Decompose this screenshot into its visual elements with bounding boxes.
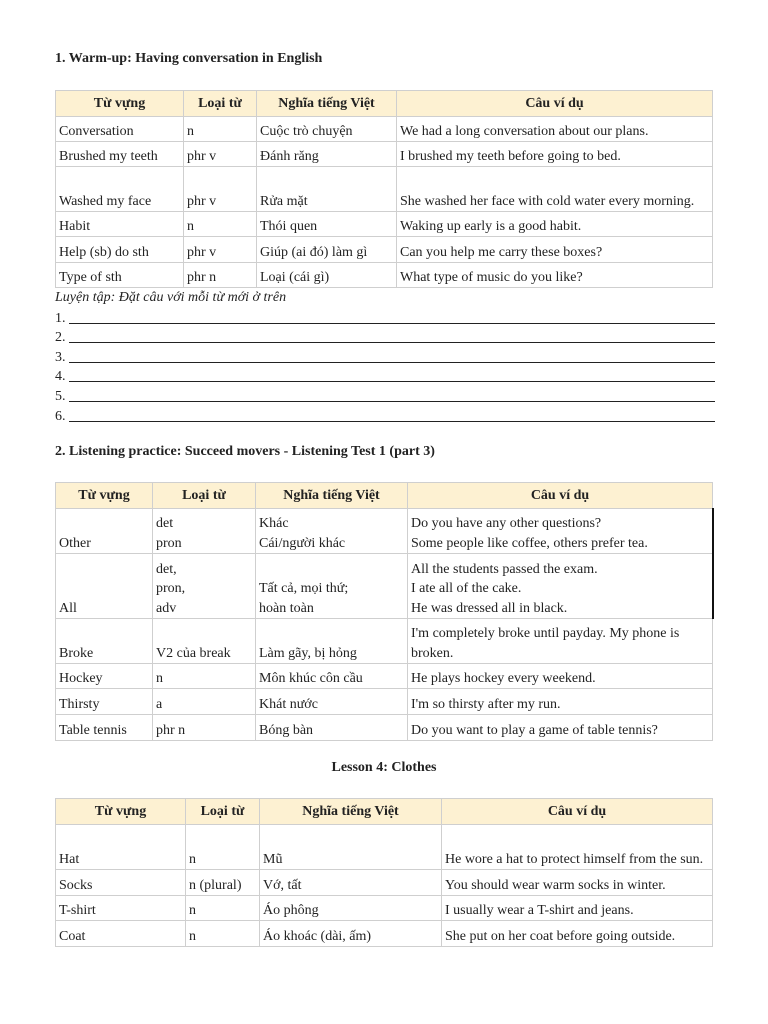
section2-heading: 2. Listening practice: Succeed movers - Listening Test 1 (part 3): [55, 444, 435, 459]
cell-type: n: [186, 896, 260, 921]
cell-example: Do you want to play a game of table tennis?: [408, 715, 713, 741]
table-row: [56, 715, 713, 741]
cell-type: n: [186, 921, 260, 947]
practice-line-number: 6.: [55, 408, 66, 424]
lesson4-heading: Lesson 4: Clothes: [331, 760, 437, 775]
cell-example: All the students passed the exam. I ate all of the cake. He was dressed all in black.: [408, 554, 713, 619]
header-example: Câu ví dụ: [408, 483, 713, 509]
cell-meaning: Cuộc trò chuyện: [257, 117, 397, 142]
cell-meaning: Mũ: [260, 825, 442, 870]
cell-word: Other: [56, 509, 153, 554]
cell-type: V2 của break: [153, 619, 256, 664]
cell-meaning: Loại (cái gì): [257, 263, 397, 288]
header-meaning: Nghĩa tiếng Việt: [260, 799, 442, 825]
practice-instructions: Luyện tập: Đặt câu với mỗi từ mới ở trên: [55, 290, 287, 305]
header-word: Từ vựng: [56, 483, 153, 509]
cell-example: Do you have any other questions? Some people like coffee, others prefer tea.: [408, 509, 713, 554]
cell-example: He plays hockey every weekend.: [408, 664, 713, 689]
practice-line[interactable]: [55, 385, 715, 405]
answer-blank[interactable]: [69, 367, 715, 382]
practice-line-number: 5.: [55, 388, 66, 404]
cell-meaning: Khác Cái/người khác: [256, 509, 408, 554]
practice-line[interactable]: [55, 366, 715, 386]
practice-line-number: 4.: [55, 369, 66, 385]
cell-type: n (plural): [186, 870, 260, 896]
table-row: [56, 619, 713, 664]
cell-word: Help (sb) do sth: [56, 237, 184, 263]
table-row: [56, 263, 713, 288]
practice-line-number: 1.: [55, 310, 66, 326]
header-word: Từ vựng: [56, 91, 184, 117]
table-row: [56, 870, 713, 896]
answer-blank[interactable]: [69, 387, 715, 402]
cell-type: a: [153, 689, 256, 715]
vocab-table-clothes: [55, 798, 713, 947]
cell-word: Hockey: [56, 664, 153, 689]
cell-word: Thirsty: [56, 689, 153, 715]
table-row: [56, 167, 713, 212]
table-row: [56, 554, 713, 619]
table-row: [56, 825, 713, 870]
cell-meaning: Áo phông: [260, 896, 442, 921]
cell-type: phr v: [184, 237, 257, 263]
cell-example: I'm completely broke until payday. My phone is broken.: [408, 619, 713, 664]
practice-line-number: 2.: [55, 330, 66, 346]
practice-line[interactable]: [55, 346, 715, 366]
cell-word: All: [56, 554, 153, 619]
cell-example: Can you help me carry these boxes?: [397, 237, 713, 263]
cell-meaning: Môn khúc côn cầu: [256, 664, 408, 689]
cell-type: n: [184, 117, 257, 142]
cell-word: Brushed my teeth: [56, 142, 184, 167]
cell-type: phr v: [184, 142, 257, 167]
cell-type: n: [186, 825, 260, 870]
cell-word: Hat: [56, 825, 186, 870]
header-example: Câu ví dụ: [442, 799, 713, 825]
cell-type: n: [184, 212, 257, 237]
practice-line[interactable]: [55, 327, 715, 347]
answer-blank[interactable]: [69, 348, 715, 363]
table-row: [56, 117, 713, 142]
answer-blank[interactable]: [69, 407, 715, 422]
cell-type: phr v: [184, 167, 257, 212]
table-row: [56, 921, 713, 947]
cell-example: You should wear warm socks in winter.: [442, 870, 713, 896]
cell-word: Socks: [56, 870, 186, 896]
cell-word: Table tennis: [56, 715, 153, 741]
cell-meaning: Giúp (ai đó) làm gì: [257, 237, 397, 263]
table-header-row: [56, 483, 713, 509]
cell-word: Type of sth: [56, 263, 184, 288]
vocab-table-listening: [55, 482, 714, 741]
table-row: [56, 142, 713, 167]
table-header-row: [56, 91, 713, 117]
cell-word: Coat: [56, 921, 186, 947]
cell-meaning: Vớ, tất: [260, 870, 442, 896]
header-meaning: Nghĩa tiếng Việt: [257, 91, 397, 117]
cell-meaning: Đánh răng: [257, 142, 397, 167]
header-type: Loại từ: [184, 91, 257, 117]
cell-meaning: Tất cả, mọi thứ; hoàn toàn: [256, 554, 408, 619]
practice-lines: [55, 307, 715, 425]
table-row: [56, 689, 713, 715]
answer-blank[interactable]: [69, 309, 715, 324]
table-row: [56, 237, 713, 263]
cell-meaning: Rửa mặt: [257, 167, 397, 212]
practice-line[interactable]: [55, 307, 715, 327]
cell-word: Conversation: [56, 117, 184, 142]
cell-type: n: [153, 664, 256, 689]
table-row: [56, 212, 713, 237]
header-meaning: Nghĩa tiếng Việt: [256, 483, 408, 509]
cell-word: Broke: [56, 619, 153, 664]
vocab-table-warmup: [55, 90, 713, 288]
cell-type: phr n: [184, 263, 257, 288]
cell-word: Washed my face: [56, 167, 184, 212]
practice-line-number: 3.: [55, 349, 66, 365]
cell-example: I brushed my teeth before going to bed.: [397, 142, 713, 167]
cell-example: I usually wear a T-shirt and jeans.: [442, 896, 713, 921]
header-type: Loại từ: [153, 483, 256, 509]
cell-word: Habit: [56, 212, 184, 237]
header-type: Loại từ: [186, 799, 260, 825]
cell-example: She put on her coat before going outside.: [442, 921, 713, 947]
cell-type: phr n: [153, 715, 256, 741]
cell-type: det, pron, adv: [153, 554, 256, 619]
cell-example: She washed her face with cold water every morning.: [397, 167, 713, 212]
cell-word: T-shirt: [56, 896, 186, 921]
cell-example: We had a long conversation about our plans.: [397, 117, 713, 142]
cell-example: What type of music do you like?: [397, 263, 713, 288]
answer-blank[interactable]: [69, 328, 715, 343]
section1-heading: 1. Warm-up: Having conversation in English: [55, 51, 323, 66]
cell-example: He wore a hat to protect himself from the sun.: [442, 825, 713, 870]
cell-meaning: Bóng bàn: [256, 715, 408, 741]
table-row: [56, 664, 713, 689]
cell-example: Waking up early is a good habit.: [397, 212, 713, 237]
cell-meaning: Thói quen: [257, 212, 397, 237]
practice-line[interactable]: [55, 405, 715, 425]
cell-meaning: Áo khoác (dài, ấm): [260, 921, 442, 947]
cell-meaning: Khát nước: [256, 689, 408, 715]
header-example: Câu ví dụ: [397, 91, 713, 117]
cell-type: det pron: [153, 509, 256, 554]
table-row: [56, 509, 713, 554]
cell-example: I'm so thirsty after my run.: [408, 689, 713, 715]
cell-meaning: Làm gãy, bị hỏng: [256, 619, 408, 664]
table-row: [56, 896, 713, 921]
header-word: Từ vựng: [56, 799, 186, 825]
table-header-row: [56, 799, 713, 825]
